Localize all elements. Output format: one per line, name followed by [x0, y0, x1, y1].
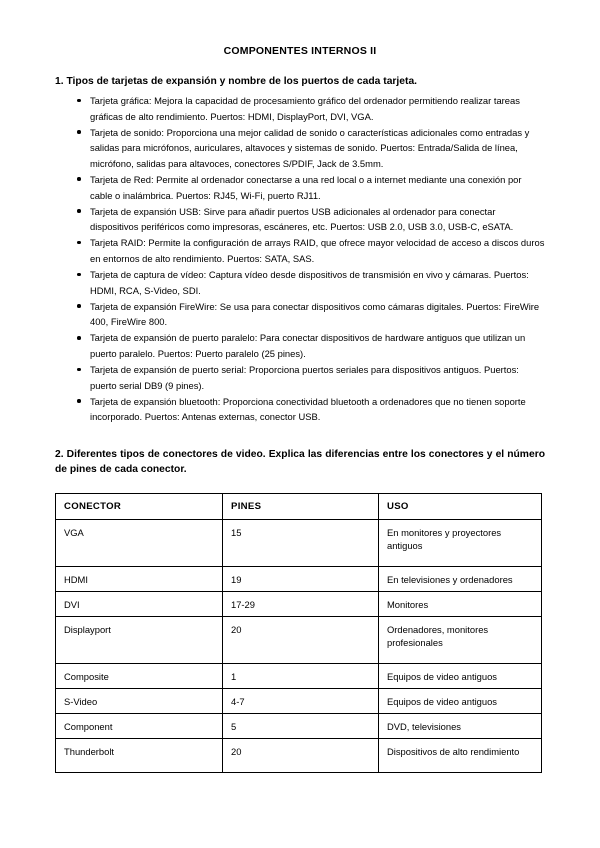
cell-conector: Component [56, 713, 223, 738]
cell-pines: 15 [223, 519, 379, 566]
list-item-text: Tarjeta de Red: Permite al ordenador conectarse a una red local o a internet mediante una conexión por cable o inalámbrica. Puertos: RJ45, Wi-Fi, puerto RJ11. [90, 173, 522, 201]
bullet-icon [77, 399, 81, 403]
cell-conector: Displayport [56, 616, 223, 663]
cell-pines: 4-7 [223, 688, 379, 713]
video-connectors-table [55, 493, 542, 773]
bullet-icon [77, 368, 81, 372]
column-header-conector: CONECTOR [56, 493, 223, 519]
bullet-icon [77, 209, 81, 213]
cell-uso: Equipos de video antiguos [379, 663, 542, 688]
bullet-icon [77, 177, 81, 181]
list-item [55, 394, 545, 425]
cell-uso: Dispositivos de alto rendimiento [379, 738, 542, 772]
section-1-heading: 1. Tipos de tarjetas de expansión y nombre de los puertos de cada tarjeta. [55, 76, 418, 87]
table-row [56, 591, 542, 616]
list-item [55, 172, 545, 203]
cell-uso: Ordenadores, monitores profesionales [379, 616, 542, 663]
page-title: COMPONENTES INTERNOS II [223, 45, 377, 57]
cell-pines: 20 [223, 738, 379, 772]
list-item-text: Tarjeta de expansión de puerto paralelo: Para conectar dispositivos de hardware antiguos que utilizan un puerto paralelo. Puertos: Puerto paralelo (25 pines). [90, 332, 526, 359]
cell-conector: DVI [56, 591, 223, 616]
cell-pines: 20 [223, 616, 379, 663]
column-header-uso: USO [379, 493, 542, 519]
list-item [55, 235, 545, 266]
list-item [55, 362, 545, 393]
expansion-card-list [55, 93, 545, 425]
cell-uso: En monitores y proyectores antiguos [379, 519, 542, 566]
list-item [55, 299, 545, 330]
cell-uso: DVD, televisiones [379, 713, 542, 738]
bullet-icon [77, 273, 81, 277]
cell-uso: En televisiones y ordenadores [379, 566, 542, 591]
list-item-text: Tarjeta gráfica: Mejora la capacidad de procesamiento gráfico del ordenador permitiendo realizar tareas gráficas de alto rendimiento. Puertos: HDMI, DisplayPort, DVI, VGA. [90, 95, 520, 122]
cell-conector: Thunderbolt [56, 738, 223, 772]
table-row [56, 663, 542, 688]
bullet-icon [77, 241, 81, 245]
column-header-pines: PINES [223, 493, 379, 519]
table-row [56, 688, 542, 713]
list-item-text: Tarjeta de expansión FireWire: Se usa para conectar dispositivos como cámaras digitales. Puertos: FireWire 400, FireWire 800. [90, 300, 540, 328]
cell-conector: VGA [56, 519, 223, 566]
cell-conector: Composite [56, 663, 223, 688]
list-item-text: Tarjeta de expansión USB: Sirve para añadir puertos USB adicionales al ordenador para conectar dispositivos periféricos como impresoras, escáneres, etc. Puertos: USB 2.0, USB 3.0, USB-C, eSATA. [90, 205, 514, 233]
list-item [55, 204, 545, 235]
bullet-icon [77, 130, 81, 134]
section-2-heading: 2. Diferentes tipos de conectores de video. Explica las diferencias entre los conectores y el número de pines de cada conector. [55, 448, 545, 475]
list-item [55, 267, 545, 298]
cell-pines: 19 [223, 566, 379, 591]
table-row [56, 713, 542, 738]
bullet-icon [77, 336, 81, 340]
list-item [55, 330, 545, 361]
cell-conector: S-Video [56, 688, 223, 713]
table-header-row [56, 493, 542, 519]
cell-pines: 1 [223, 663, 379, 688]
table-row [56, 566, 542, 591]
cell-conector: HDMI [56, 566, 223, 591]
cell-pines: 5 [223, 713, 379, 738]
table-row [56, 519, 542, 566]
cell-pines: 17-29 [223, 591, 379, 616]
list-item-text: Tarjeta de expansión bluetooth: Proporciona conectividad bluetooth a ordenadores que no tienen soporte incorporado. Puertos: Antenas externas, conector USB. [90, 395, 526, 423]
list-item [55, 93, 545, 124]
list-item [55, 125, 545, 172]
table-row [56, 738, 542, 772]
bullet-icon [77, 304, 81, 308]
table-row [56, 616, 542, 663]
cell-uso: Equipos de video antiguos [379, 688, 542, 713]
list-item-text: Tarjeta de expansión de puerto serial: Proporciona puertos seriales para dispositivos antiguos. Puertos: puerto serial DB9 (9 pines). [90, 364, 519, 391]
list-item-text: Tarjeta de sonido: Proporciona una mejor calidad de sonido o características adicionales como entradas y salidas para micrófonos, auriculares, altavoces y sistemas de sonido. Puertos: Entrada/Salida de línea, micrófono, salidas para altavoces, conectores S/PDIF, Jack de 3.5mm. [90, 126, 530, 169]
bullet-icon [77, 99, 81, 103]
cell-uso: Monitores [379, 591, 542, 616]
list-item-text: Tarjeta de captura de vídeo: Captura vídeo desde dispositivos de transmisión en vivo y cámaras. Puertos: HDMI, RCA, S-Video, SDI. [90, 269, 529, 296]
list-item-text: Tarjeta RAID: Permite la configuración de arrays RAID, que ofrece mayor velocidad de acceso a discos duros en entornos de alto rendimiento. Puertos: SATA, SAS. [90, 237, 545, 264]
